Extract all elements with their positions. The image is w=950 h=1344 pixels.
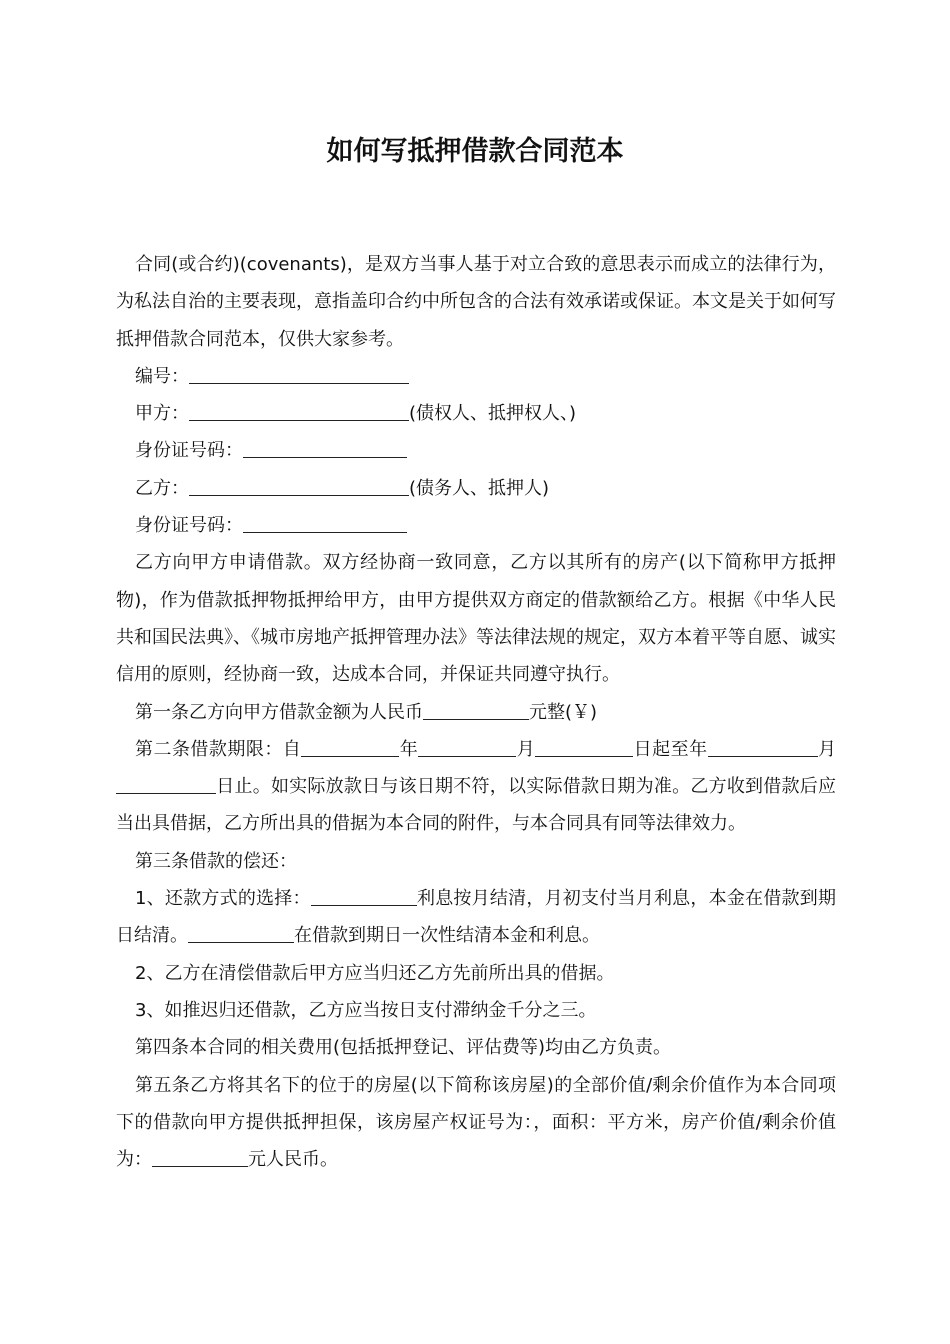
party-b-id-blank: [243, 513, 407, 533]
article-2-month: 月: [516, 738, 536, 760]
party-b-note: (债务人、抵押人): [409, 477, 550, 499]
article-1-text: 第一条乙方向甲方借款金额为人民币: [135, 701, 423, 723]
article-3-item-1-tail: 在借款到期日一次性结清本金和利息。: [294, 925, 600, 947]
party-a-line: [116, 395, 836, 432]
end-year-blank-tail: [804, 737, 818, 757]
preamble-paragraph: 乙方向甲方申请借款。双方经协商一致同意，乙方以其所有的房产(以下简称甲方抵押物)，作为借款抵押物抵押给甲方，由甲方提供双方商定的借款额给乙方。根据《中华人民共和国民法典》、《城市房地产抵押管理办法》等法律法规的规定，双方本着平等自愿、诚实信用的原则，经协商一致，达成本合同，并保证共同遵守执行。: [116, 552, 836, 686]
article-4: 第四条本合同的相关费用(包括抵押登记、评估费等)均由乙方负责。: [135, 1037, 672, 1059]
party-b-blank: [189, 476, 409, 496]
article-3-item-1: [116, 880, 836, 955]
property-value-blank: [152, 1147, 248, 1167]
article-3-item-3: 3、如推迟归还借款，乙方应当按日支付滞纳金千分之三。: [135, 999, 597, 1021]
party-b-id-label: 身份证号码：: [135, 515, 243, 537]
article-5: [116, 1067, 836, 1179]
article-3-item-1-label: 1、还款方式的选择：: [135, 888, 311, 910]
article-3-item-2: 2、乙方在清偿借款后甲方应当归还乙方先前所出具的借据。: [135, 962, 615, 984]
start-day-blank: [535, 737, 633, 757]
article-1-suffix: 元整(￥): [529, 701, 598, 723]
article-2-year: 年: [399, 738, 419, 760]
party-a-note: (债权人、抵押权人、): [409, 403, 577, 425]
party-a-id-label: 身份证号码：: [135, 440, 243, 462]
article-2-text: 第二条借款期限：自: [135, 738, 302, 760]
party-b-label: 乙方：: [135, 477, 189, 499]
article-5-text: 第五条乙方将其名下的位于的房屋(以下简称该房屋)的全部价值/剩余价值作为本合同项下的借款向甲方提供抵押担保，该房屋产权证号为：，面积：平方米，房产价值/剩余价值为：: [116, 1074, 836, 1171]
party-a-label: 甲方：: [135, 403, 189, 425]
party-b-id-line: [116, 507, 836, 544]
repayment-method-blank-2: [188, 923, 294, 943]
article-2-until: 日起至年: [633, 738, 708, 760]
article-2-rest: 日止。如实际放款日与该日期不符，以实际借款日期为准。乙方收到借款后应当出具借据，乙方所出具的借据为本合同的附件，与本合同具有同等法律效力。: [116, 776, 836, 835]
article-3-item-1-text: 利息按月结清，月初支付当月利息，本金在借款到期日结清。: [116, 888, 837, 947]
end-year-blank: [708, 737, 804, 757]
number-label: 编号：: [135, 365, 189, 387]
party-a-id-line: [116, 432, 836, 469]
article-3: 第三条借款的偿还：: [135, 850, 297, 872]
party-a-blank: [189, 401, 409, 421]
party-a-id-blank: [243, 439, 407, 459]
number-blank: [189, 364, 409, 384]
article-5-suffix: 元人民币。: [248, 1149, 338, 1171]
party-b-line: [116, 470, 836, 507]
loan-amount-blank: [423, 700, 529, 720]
start-year-blank: [301, 737, 399, 757]
number-line: [116, 358, 836, 395]
start-month-blank: [418, 737, 516, 757]
intro-paragraph: 合同(或合约)(covenants)，是双方当事人基于对立合致的意思表示而成立的法律行为，为私法自治的主要表现，意指盖印合约中所包含的合法有效承诺或保证。本文是关于如何写抵押借款合同范本，仅供大家参考。: [116, 254, 836, 350]
article-2: [116, 731, 836, 843]
article-1: [116, 694, 836, 731]
repayment-method-blank: [311, 886, 417, 906]
document-title: 如何写抵押借款合同范本: [326, 136, 624, 167]
article-2-end-month: 月: [817, 738, 837, 760]
document-body: [116, 246, 836, 1178]
end-month-blank: [116, 774, 216, 794]
